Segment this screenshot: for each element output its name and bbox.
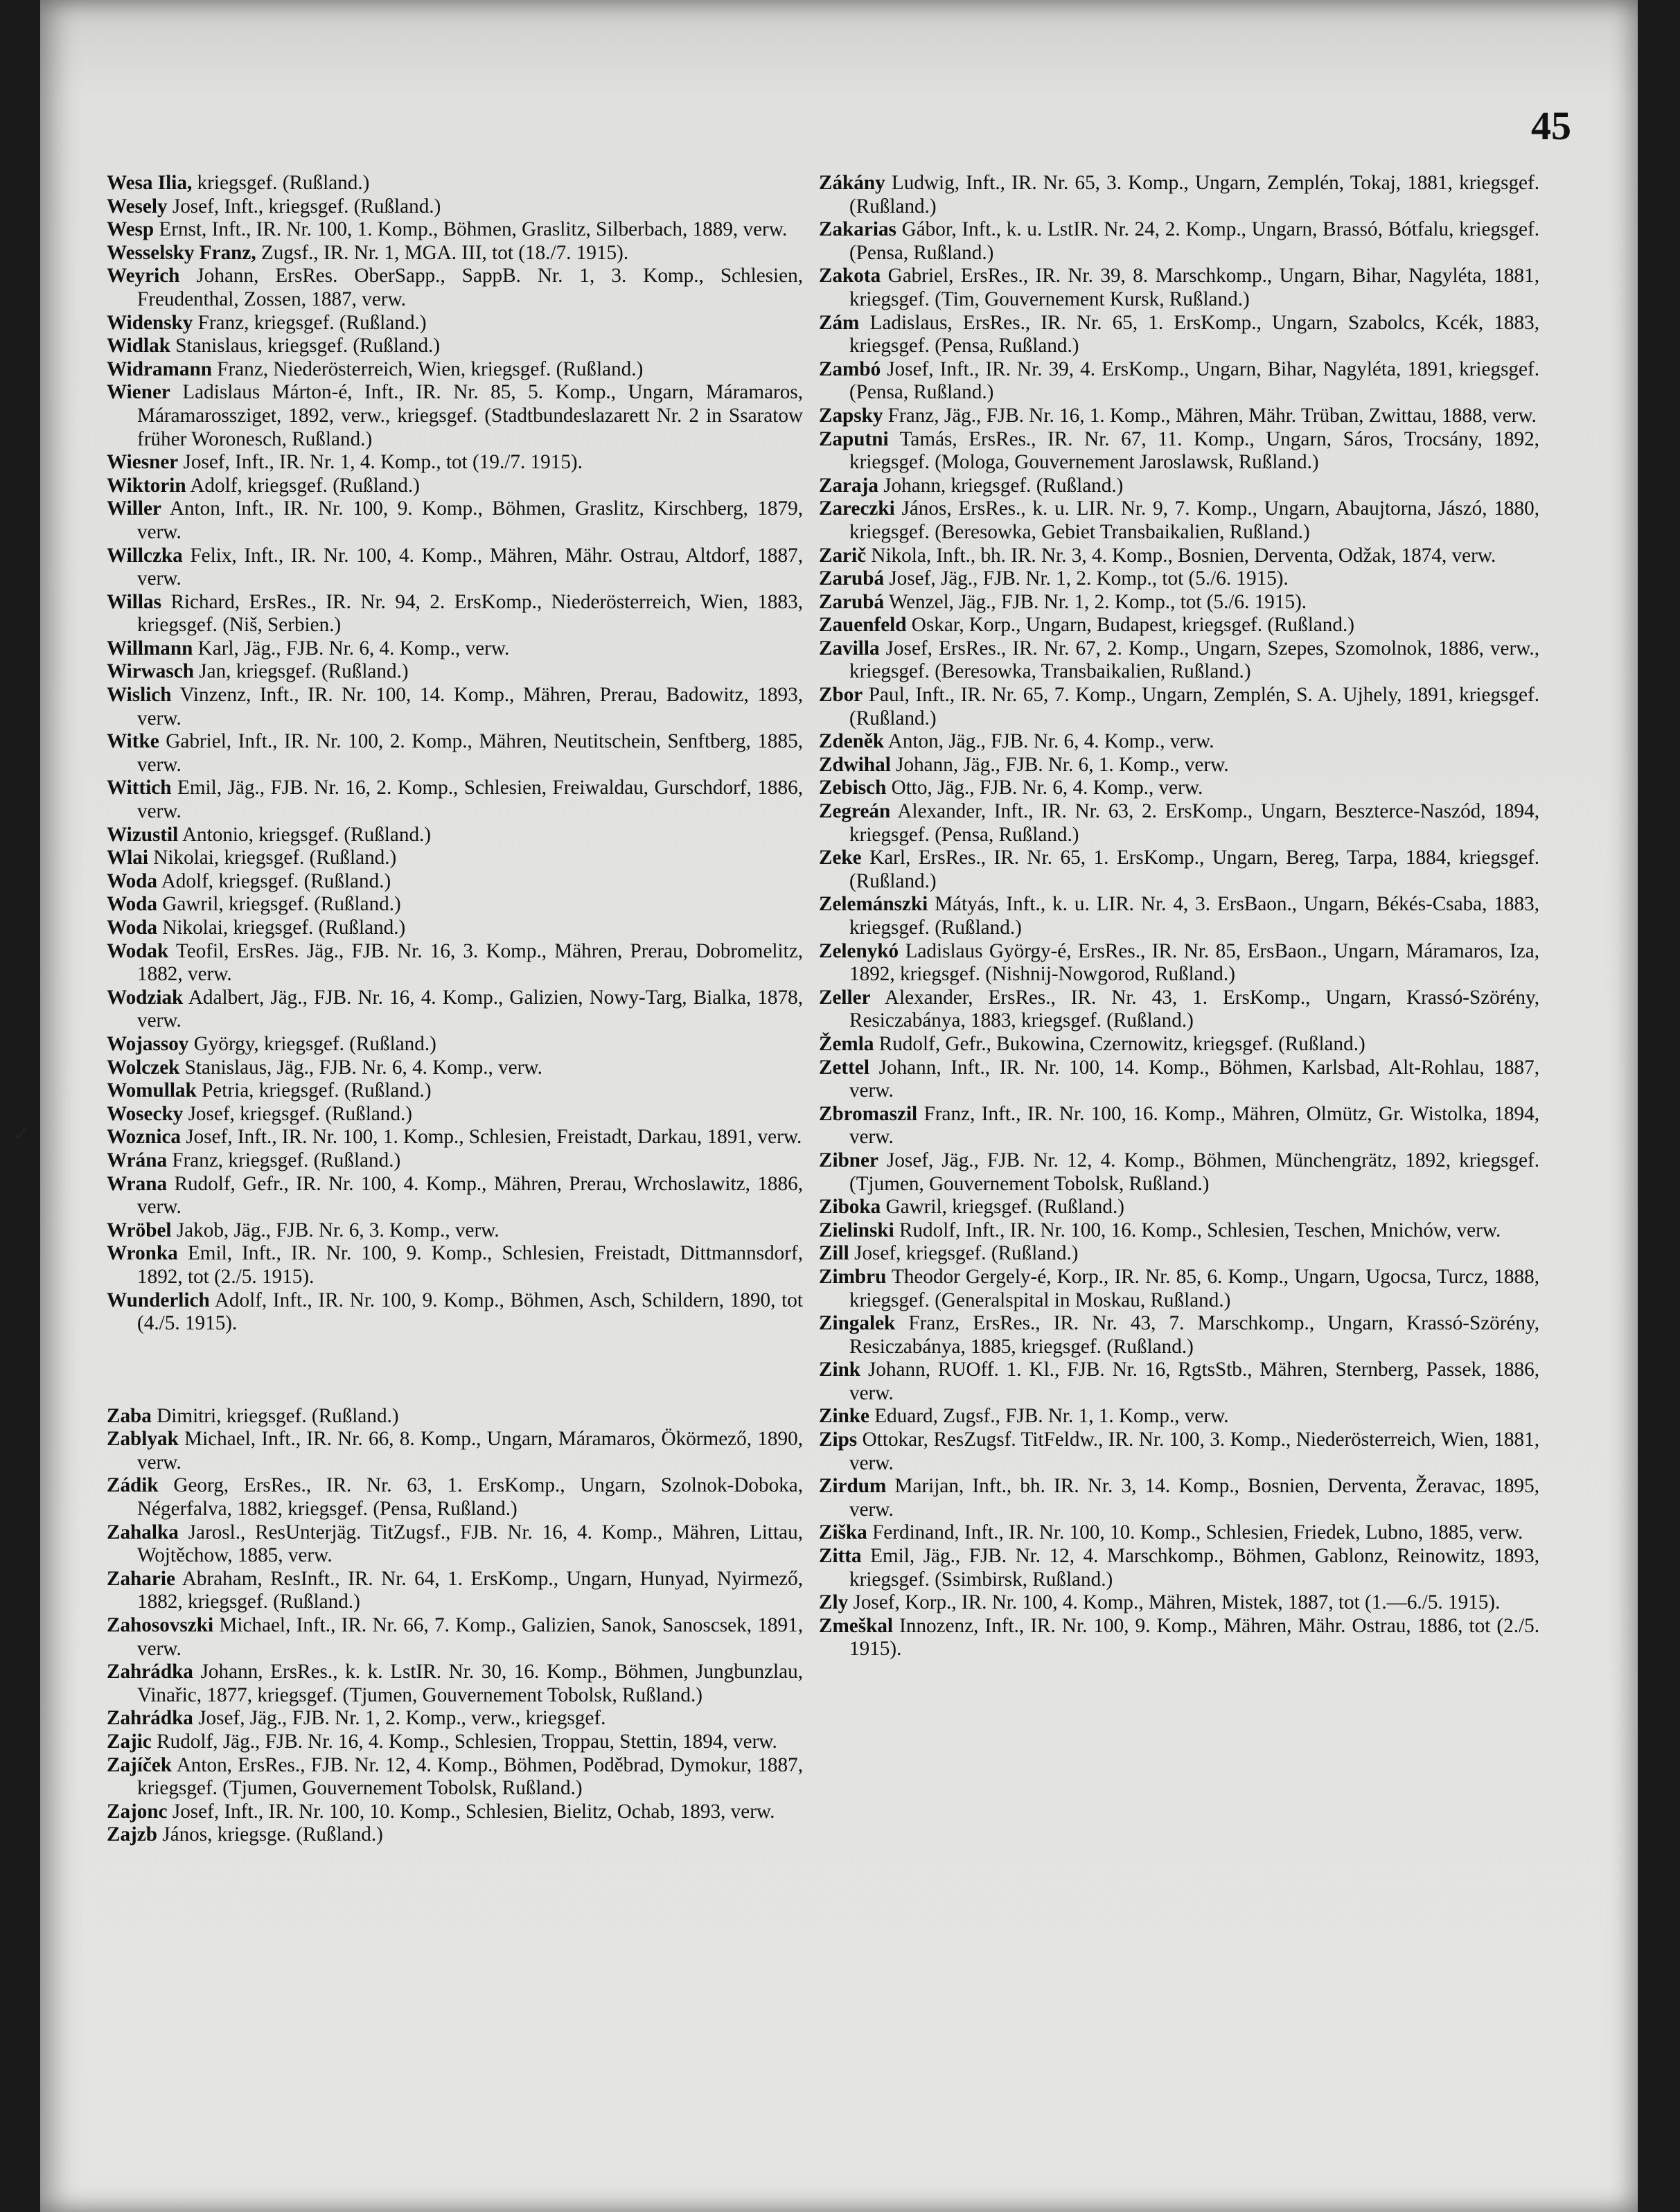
list-entry: [819, 218, 1539, 265]
list-entry: [107, 1707, 803, 1731]
entry-name: Willczka: [107, 544, 183, 567]
entry-text: Nikola, Inft., bh. IR. Nr. 3, 4. Komp., Bosnien, Derventa, Odžak, 1874, verw.: [871, 544, 1496, 567]
list-entry: [107, 312, 803, 335]
entry-name: Weyrich: [107, 265, 180, 287]
entry-name: Žemla: [819, 1032, 874, 1055]
list-entry: [107, 1474, 803, 1521]
entry-text: Ladislaus György-é, ErsRes., IR. Nr. 85, ErsBaon., Ungarn, Máramaros, Iza, 1892, kriegsgef. (Nishnij-Nowgorod, Rußland.): [849, 939, 1540, 986]
entry-text: Adolf, Inft., IR. Nr. 100, 9. Komp., Böhmen, Asch, Schildern, 1890, tot (4./5. 1915).: [137, 1289, 803, 1335]
list-entry: [819, 265, 1539, 311]
list-entry: [107, 218, 803, 242]
list-entry: [107, 1289, 803, 1336]
right-entries-list: [819, 172, 1539, 1661]
list-entry: [107, 1428, 803, 1474]
entry-name: Zarič: [819, 544, 867, 567]
entry-name: Zingalek: [819, 1312, 896, 1335]
entry-name: Zambó: [819, 357, 881, 380]
entry-text: Michael, Inft., IR. Nr. 66, 7. Komp., Galizien, Sanok, Sanoscsek, 1891, verw.: [137, 1614, 804, 1660]
page-number: 45: [1531, 103, 1571, 148]
entry-name: Zareczki: [819, 497, 895, 520]
entry-text: Michael, Inft., IR. Nr. 66, 8. Komp., Ungarn, Máramaros, Ökörmező, 1890, verw.: [137, 1428, 803, 1474]
entry-text: Franz, ErsRes., IR. Nr. 43, 7. Marschkomp., Ungarn, Krassó-Szörény, Resiczabánya, 1885, kriegsgef. (Rußland.): [849, 1312, 1540, 1358]
list-entry: [819, 1033, 1539, 1056]
entry-text: Rudolf, Inft., IR. Nr. 100, 16. Komp., Schlesien, Teschen, Mnichów, verw.: [899, 1219, 1501, 1241]
entry-text: Richard, ErsRes., IR. Nr. 94, 2. ErsKomp., Niederösterreich, Wien, 1883, kriegsgef. (Niš, Serbien.): [137, 590, 803, 637]
entry-name: Wiener: [107, 381, 170, 404]
entry-name: Wolczek: [107, 1056, 180, 1079]
entry-text: Josef, Inft., kriegsgef. (Rußland.): [172, 195, 441, 218]
list-entry: [107, 1405, 803, 1428]
entry-text: Eduard, Zugsf., FJB. Nr. 1, 1. Komp., verw.: [874, 1405, 1229, 1428]
entry-text: Jakob, Jäg., FJB. Nr. 6, 3. Komp., verw.: [176, 1219, 499, 1241]
entry-name: Widramann: [107, 357, 212, 380]
list-entry: [819, 1196, 1539, 1219]
entry-text: Dimitri, kriegsgef. (Rußland.): [157, 1404, 399, 1427]
list-entry: [819, 1615, 1539, 1661]
list-entry: [107, 1033, 803, 1056]
list-entry: [819, 358, 1539, 405]
entry-name: Zaraja: [819, 474, 878, 497]
entry-name: Zettel: [819, 1056, 869, 1079]
list-entry: [107, 986, 803, 1033]
list-entry: [107, 1173, 803, 1219]
entry-text: Abraham, ResInft., IR. Nr. 64, 1. ErsKomp., Ungarn, Hunyad, Nyirmező, 1882, kriegsgef. (Rußland.): [137, 1567, 804, 1613]
entry-text: Johann, ErsRes., k. k. LstIR. Nr. 30, 16. Komp., Böhmen, Jungbunzlau, Vinařic, 1877, kriegsgef. (Tjumen, Gouvernement Tobolsk, Rußland.): [137, 1661, 803, 1706]
list-entry: [107, 1823, 803, 1847]
entry-text: Karl, ErsRes., IR. Nr. 65, 1. ErsKomp., Ungarn, Bereg, Tarpa, 1884, kriegsgef. (Rußland.): [849, 847, 1540, 892]
entry-text: Johann, RUOff. 1. Kl., FJB. Nr. 16, RgtsStb., Mähren, Sternberg, Passek, 1886, verw.: [849, 1359, 1540, 1404]
list-entry: [107, 451, 803, 475]
section-gap: [107, 1336, 803, 1405]
list-entry: [107, 847, 803, 870]
w-entries-list: [107, 172, 803, 1336]
list-entry: [107, 545, 803, 591]
entry-text: Zugsf., IR. Nr. 1, MGA. III, tot (18./7. 1915).: [260, 241, 629, 264]
list-entry: [819, 545, 1539, 568]
entry-name: Zákány: [819, 172, 885, 194]
entry-text: Alexander, ErsRes., IR. Nr. 43, 1. ErsKomp., Ungarn, Krassó-Szörény, Resiczabánya, 1883, kriegsgef. (Rußland.): [849, 986, 1540, 1032]
entry-name: Zimbru: [819, 1265, 887, 1288]
list-entry: [819, 1056, 1539, 1103]
entry-name: Zbromaszil: [819, 1102, 918, 1125]
entry-text: Franz, kriegsgef. (Rußland.): [197, 311, 427, 334]
entry-name: Wittich: [107, 777, 172, 799]
list-entry: [819, 497, 1539, 544]
entry-text: Johann, ErsRes. OberSapp., SappB. Nr. 1, 3. Komp., Schlesien, Freudenthal, Zossen, 1887, verw.: [137, 265, 804, 310]
list-entry: [107, 1568, 803, 1614]
entry-text: Josef, Inft., IR. Nr. 100, 1. Komp., Schlesien, Freistadt, Darkau, 1891, verw.: [186, 1126, 802, 1149]
entry-text: Gawril, kriegsgef. (Rußland.): [162, 893, 401, 916]
entry-name: Wröbel: [107, 1219, 172, 1241]
entry-name: Zahrádka: [107, 1707, 193, 1730]
entry-name: Wesely: [107, 195, 168, 218]
entry-text: Rudolf, Jäg., FJB. Nr. 16, 4. Komp., Schlesien, Troppau, Stettin, 1894, verw.: [157, 1731, 777, 1753]
entry-text: Franz, Niederösterreich, Wien, kriegsgef. (Rußland.): [217, 357, 644, 380]
entry-text: Franz, Inft., IR. Nr. 100, 16. Komp., Mähren, Olmütz, Gr. Wistolka, 1894, verw.: [849, 1102, 1539, 1149]
entry-name: Zádik: [107, 1474, 159, 1497]
entry-text: Josef, Inft., IR. Nr. 1, 4. Komp., tot (19./7. 1915).: [183, 451, 583, 474]
list-entry: [107, 1754, 803, 1800]
entry-text: Anton, ErsRes., FJB. Nr. 12, 4. Komp., Böhmen, Poděbrad, Dymokur, 1887, kriegsgef. (Tjumen, Gouvernement Tobolsk, Rußland.): [137, 1753, 803, 1800]
list-entry: [107, 1126, 803, 1149]
margin-mark: ✓: [12, 1123, 30, 1146]
list-entry: [819, 172, 1539, 218]
entry-name: Zarubá: [819, 590, 885, 613]
entry-text: Ladislaus Márton-é, Inft., IR. Nr. 85, 5. Komp., Ungarn, Máramaros, Máramarossziget, 1892, verw., kriegsgef. (Stadtbundeslazarett Nr. 2 in Ssaratow früher Woronesch, Rußland.): [137, 381, 803, 450]
list-entry: [107, 660, 803, 684]
entry-name: Wronka: [107, 1242, 178, 1265]
list-entry: [819, 614, 1539, 637]
list-entry: [819, 1266, 1539, 1312]
list-entry: [819, 754, 1539, 777]
entry-text: Rudolf, Gefr., Bukowina, Czernowitz, kriegsgef. (Rußland.): [878, 1032, 1365, 1055]
entry-name: Wesselsky Franz,: [107, 241, 256, 264]
entry-text: Adolf, kriegsgef. (Rußland.): [190, 474, 420, 497]
entry-name: Zaba: [107, 1404, 152, 1427]
entry-name: Wodak: [107, 939, 169, 962]
entry-name: Zelenykó: [819, 939, 899, 962]
entry-name: Zitta: [819, 1545, 862, 1568]
list-entry: [819, 312, 1539, 358]
entry-text: Felix, Inft., IR. Nr. 100, 4. Komp., Mähren, Mähr. Ostrau, Altdorf, 1887, verw.: [137, 544, 803, 590]
entry-name: Zmeškal: [819, 1614, 894, 1637]
list-entry: [819, 567, 1539, 591]
entry-text: Gabriel, Inft., IR. Nr. 100, 2. Komp., Mähren, Neutitschein, Senftberg, 1885, verw.: [137, 730, 803, 776]
entry-name: Zly: [819, 1591, 849, 1614]
entry-text: Josef, ErsRes., IR. Nr. 67, 2. Komp., Ungarn, Szepes, Szomolnok, 1886, verw., kriegsgef. (Beresowka, Transbaikalien, Rußland.): [849, 637, 1540, 683]
entry-name: Ziška: [819, 1521, 867, 1544]
entry-name: Zablyak: [107, 1428, 179, 1451]
entry-name: Woda: [107, 869, 157, 892]
list-entry: [107, 475, 803, 498]
list-entry: [819, 1521, 1539, 1545]
list-entry: [819, 730, 1539, 754]
entry-text: Josef, Jäg., FJB. Nr. 12, 4. Komp., Böhmen, Münchengrätz, 1892, kriegsgef. (Tjumen, Gouvernement Tobolsk, Rußland.): [849, 1149, 1539, 1195]
entry-name: Wizustil: [107, 823, 179, 846]
entry-name: Wiktorin: [107, 474, 186, 497]
list-entry: [107, 1056, 803, 1080]
list-entry: [819, 405, 1539, 428]
list-entry: [819, 1103, 1539, 1149]
entry-text: Franz, kriegsgef. (Rußland.): [172, 1149, 401, 1171]
entry-text: Josef, Jäg., FJB. Nr. 1, 2. Komp., tot (5./6. 1915).: [889, 567, 1289, 590]
right-column: [819, 172, 1539, 1661]
entry-text: Paul, Inft., IR. Nr. 65, 7. Komp., Ungarn, Zemplén, S. A. Ujhely, 1891, kriegsgef. (Rußland.): [849, 684, 1539, 729]
entry-text: Josef, Korp., IR. Nr. 100, 4. Komp., Mähren, Mistek, 1887, tot (1.—6./5. 1915).: [853, 1591, 1501, 1614]
entry-text: Josef, kriegsgef. (Rußland.): [188, 1102, 412, 1125]
list-entry: [107, 730, 803, 777]
list-entry: [107, 637, 803, 661]
entry-name: Wiesner: [107, 451, 179, 474]
entry-text: Jarosl., ResUnterjäg. TitZugsf., FJB. Nr. 16, 4. Komp., Mähren, Littau, Wojtěchow, 1885, verw.: [137, 1521, 803, 1567]
entry-name: Zebisch: [819, 777, 887, 799]
list-entry: [819, 847, 1539, 893]
list-entry: [107, 1149, 803, 1173]
list-entry: [107, 242, 803, 265]
entry-text: Georg, ErsRes., IR. Nr. 63, 1. ErsKomp., Ungarn, Szolnok-Doboka, Négerfalva, 1882, kriegsgef. (Pensa, Rußland.): [137, 1474, 804, 1521]
list-entry: [819, 800, 1539, 847]
entry-text: Gawril, kriegsgef. (Rußland.): [885, 1196, 1125, 1219]
list-entry: [107, 1103, 803, 1126]
list-entry: [819, 475, 1539, 498]
entry-name: Willer: [107, 497, 161, 520]
entry-text: Josef, Inft., IR. Nr. 100, 10. Komp., Schlesien, Bielitz, Ochab, 1893, verw.: [172, 1800, 775, 1823]
entry-text: Otto, Jäg., FJB. Nr. 6, 4. Komp., verw.: [891, 777, 1203, 799]
list-entry: [107, 1614, 803, 1661]
entry-text: Antonio, kriegsgef. (Rußland.): [182, 823, 432, 846]
list-entry: [819, 986, 1539, 1033]
entry-text: Theodor Gergely-é, Korp., IR. Nr. 85, 6. Komp., Ungarn, Ugocsa, Turcz, 1888, kriegsgef. (Generalspital in Moskau, Rußland.): [849, 1265, 1539, 1311]
entry-name: Zegreán: [819, 800, 891, 823]
entry-name: Woda: [107, 893, 157, 916]
entry-name: Willas: [107, 590, 161, 613]
list-entry: [107, 777, 803, 823]
entry-text: Marijan, Inft., bh. IR. Nr. 3, 14. Komp., Bosnien, Derventa, Žeravac, 1895, verw.: [849, 1475, 1539, 1521]
list-entry: [819, 684, 1539, 730]
entry-text: Emil, Jäg., FJB. Nr. 12, 4. Marschkomp., Böhmen, Gablonz, Reinowitz, 1893, kriegsgef. (Ssimbirsk, Rußland.): [849, 1545, 1539, 1591]
entry-name: Widlak: [107, 335, 170, 357]
entry-name: Zeke: [819, 847, 862, 869]
entry-name: Wrána: [107, 1149, 168, 1171]
list-entry: [107, 684, 803, 730]
entry-name: Wesa Ilia,: [107, 172, 193, 194]
list-entry: [819, 1591, 1539, 1615]
entry-name: Wunderlich: [107, 1289, 210, 1311]
entry-name: Zibner: [819, 1149, 878, 1171]
entry-name: Zeller: [819, 986, 871, 1009]
entry-name: Zirdum: [819, 1475, 887, 1498]
entry-text: Franz, Jäg., FJB. Nr. 16, 1. Komp., Mähren, Mähr. Trüban, Zwittau, 1888, verw.: [887, 404, 1537, 427]
list-entry: [819, 1405, 1539, 1428]
list-entry: [819, 1545, 1539, 1591]
list-entry: [819, 637, 1539, 684]
entry-name: Zaputni: [819, 427, 889, 450]
entry-text: Josef, Jäg., FJB. Nr. 1, 2. Komp., verw., kriegsgef.: [198, 1707, 606, 1730]
entry-text: Josef, Inft., IR. Nr. 39, 4. ErsKomp., Ungarn, Bihar, Nagyléta, 1891, kriegsgef. (Pensa, Rußland.): [849, 357, 1539, 404]
list-entry: [107, 917, 803, 940]
entry-text: György, kriegsgef. (Rußland.): [193, 1032, 436, 1055]
entry-name: Willmann: [107, 637, 193, 660]
list-entry: [107, 870, 803, 894]
entry-name: Ziboka: [819, 1196, 881, 1219]
list-entry: [107, 381, 803, 451]
entry-name: Woznica: [107, 1126, 182, 1149]
entry-text: Anton, Jäg., FJB. Nr. 6, 4. Komp., verw.: [887, 730, 1214, 753]
list-entry: [819, 777, 1539, 800]
list-entry: [819, 1312, 1539, 1359]
entry-text: Nikolai, kriegsgef. (Rußland.): [153, 847, 397, 869]
entry-name: Wodziak: [107, 986, 184, 1009]
entry-name: Zapsky: [819, 404, 883, 427]
entry-name: Zdeněk: [819, 730, 885, 753]
entry-text: Rudolf, Gefr., IR. Nr. 100, 4. Komp., Mähren, Prerau, Wrchoslawitz, 1886, verw.: [137, 1172, 803, 1219]
list-entry: [107, 195, 803, 219]
list-entry: [107, 172, 803, 195]
entry-name: Zelemánszki: [819, 893, 928, 916]
entry-text: Tamás, ErsRes., IR. Nr. 67, 11. Komp., Ungarn, Sáros, Trocsány, 1892, kriegsgef. (Mologa, Gouvernement Jaroslawsk, Rußland.): [849, 427, 1539, 474]
entry-text: Ottokar, ResZugsf. TitFeldw., IR. Nr. 100, 3. Komp., Niederösterreich, Wien, 1881, verw.: [849, 1428, 1540, 1474]
entry-text: Teofil, ErsRes. Jäg., FJB. Nr. 16, 3. Komp., Mähren, Prerau, Dobromelitz, 1882, verw.: [137, 939, 803, 986]
entry-text: János, kriegsge. (Rußland.): [162, 1823, 383, 1846]
entry-name: Zdwihal: [819, 753, 891, 776]
entry-name: Zips: [819, 1428, 858, 1451]
entry-text: Emil, Inft., IR. Nr. 100, 9. Komp., Schlesien, Freistadt, Dittmannsdorf, 1892, tot (2./5. 1915).: [137, 1242, 803, 1288]
entry-name: Zinke: [819, 1405, 869, 1428]
entry-text: Ladislaus, ErsRes., IR. Nr. 65, 1. ErsKomp., Ungarn, Szabolcs, Kcék, 1883, kriegsgef. (Pensa, Rußland.): [849, 311, 1540, 357]
list-entry: [107, 1079, 803, 1103]
list-entry: [819, 1242, 1539, 1266]
entry-text: Nikolai, kriegsgef. (Rußland.): [162, 917, 406, 939]
entry-text: Stanislaus, kriegsgef. (Rußland.): [175, 335, 441, 357]
entry-name: Wesp: [107, 218, 154, 241]
list-entry: [107, 265, 803, 311]
entry-text: Johann, kriegsgef. (Rußland.): [883, 474, 1124, 497]
entry-text: János, ErsRes., k. u. LIR. Nr. 9, 7. Komp., Ungarn, Abaujtorna, Jászó, 1880, kriegsgef. (Beresowka, Gebiet Transbaikalien, Rußland.): [849, 497, 1539, 543]
entry-text: Innozenz, Inft., IR. Nr. 100, 9. Komp., Mähren, Mähr. Ostrau, 1886, tot (2./5. 1915).: [849, 1614, 1540, 1661]
list-entry: [107, 1219, 803, 1243]
entry-text: kriegsgef. (Rußland.): [197, 172, 370, 194]
entry-text: Oskar, Korp., Ungarn, Budapest, kriegsgef. (Rußland.): [911, 614, 1354, 637]
list-entry: [107, 893, 803, 917]
list-entry: [107, 358, 803, 382]
entry-name: Zajonc: [107, 1800, 168, 1823]
entry-name: Wrana: [107, 1172, 168, 1195]
entry-text: Anton, Inft., IR. Nr. 100, 9. Komp., Böhmen, Graslitz, Kirschberg, 1879, verw.: [137, 497, 803, 543]
entry-text: Josef, kriegsgef. (Rußland.): [854, 1242, 1079, 1265]
list-entry: [819, 591, 1539, 614]
entry-text: Adolf, kriegsgef. (Rußland.): [161, 869, 391, 892]
entry-name: Zielinski: [819, 1219, 894, 1241]
entry-text: Mátyás, Inft., k. u. LIR. Nr. 4, 3. ErsBaon., Ungarn, Békés-Csaba, 1883, kriegsgef. (Rußland.): [849, 893, 1540, 939]
list-entry: [107, 1800, 803, 1824]
entry-name: Widensky: [107, 311, 193, 334]
entry-name: Zahalka: [107, 1521, 179, 1543]
list-entry: [107, 335, 803, 358]
list-entry: [107, 1731, 803, 1754]
entry-name: Wirwasch: [107, 660, 194, 683]
entry-name: Zám: [819, 311, 860, 334]
entry-name: Witke: [107, 730, 159, 753]
list-entry: [819, 1149, 1539, 1196]
list-entry: [107, 824, 803, 847]
list-entry: [107, 591, 803, 637]
list-entry: [107, 1521, 803, 1568]
entry-name: Zajic: [107, 1731, 152, 1753]
list-entry: [819, 1428, 1539, 1475]
list-entry: [107, 1242, 803, 1289]
entry-text: Petria, kriegsgef. (Rußland.): [202, 1079, 432, 1102]
entry-name: Zill: [819, 1242, 849, 1265]
entry-name: Zbor: [819, 684, 863, 707]
entry-name: Zavilla: [819, 637, 880, 660]
entry-name: Zarubá: [819, 567, 885, 590]
entry-text: Johann, Inft., IR. Nr. 100, 14. Komp., Böhmen, Karlsbad, Alt-Rohlau, 1887, verw.: [849, 1056, 1539, 1102]
entry-text: Stanislaus, Jäg., FJB. Nr. 6, 4. Komp., verw.: [184, 1056, 542, 1079]
entry-name: Womullak: [107, 1079, 197, 1102]
list-entry: [107, 940, 803, 986]
entry-name: Wislich: [107, 684, 172, 707]
entry-name: Zaharie: [107, 1567, 175, 1590]
entry-name: Zakarias: [819, 218, 896, 241]
list-entry: [819, 428, 1539, 475]
entry-name: Zajíček: [107, 1753, 173, 1776]
entry-text: Emil, Jäg., FJB. Nr. 16, 2. Komp., Schlesien, Freiwaldau, Gurschdorf, 1886, verw.: [137, 777, 803, 823]
entry-text: Adalbert, Jäg., FJB. Nr. 16, 4. Komp., Galizien, Nowy-Targ, Bialka, 1878, verw.: [137, 986, 804, 1032]
entry-text: Ludwig, Inft., IR. Nr. 65, 3. Komp., Ungarn, Zemplén, Tokaj, 1881, kriegsgef. (Rußland.): [849, 172, 1540, 218]
entry-text: Jan, kriegsgef. (Rußland.): [199, 660, 409, 683]
entry-text: Ernst, Inft., IR. Nr. 100, 1. Komp., Böhmen, Graslitz, Silberbach, 1889, verw.: [159, 218, 788, 241]
scanned-page: [12, 0, 1638, 2212]
entry-name: Zauenfeld: [819, 614, 907, 637]
entry-text: Wenzel, Jäg., FJB. Nr. 1, 2. Komp., tot (5./6. 1915).: [888, 590, 1307, 613]
left-column: [107, 172, 803, 1847]
entry-text: Vinzenz, Inft., IR. Nr. 100, 14. Komp., Mähren, Prerau, Badowitz, 1893, verw.: [137, 684, 803, 729]
z-entries-list: [107, 1405, 803, 1847]
list-entry: [819, 1219, 1539, 1243]
entry-name: Zakota: [819, 265, 881, 287]
list-entry: [819, 1359, 1539, 1405]
entry-text: Alexander, Inft., IR. Nr. 63, 2. ErsKomp., Ungarn, Beszterce-Naszód, 1894, kriegsgef. (Pensa, Rußland.): [849, 800, 1539, 846]
list-entry: [819, 1475, 1539, 1521]
entry-name: Zajzb: [107, 1823, 157, 1846]
entry-text: Gabriel, ErsRes., IR. Nr. 39, 8. Marschkomp., Ungarn, Bihar, Nagyléta, 1881, kriegsgef. (Tim, Gouvernement Kursk, Rußland.): [849, 265, 1539, 310]
entry-name: Wlai: [107, 847, 148, 869]
list-entry: [107, 497, 803, 544]
entry-name: Zink: [819, 1359, 861, 1381]
list-entry: [819, 940, 1539, 986]
entry-name: Wojassoy: [107, 1032, 189, 1055]
entry-text: Johann, Jäg., FJB. Nr. 6, 1. Komp., verw.: [896, 753, 1229, 776]
entry-text: Gábor, Inft., k. u. LstIR. Nr. 24, 2. Komp., Ungarn, Brassó, Bótfalu, kriegsgef. (Pensa, Rußland.): [849, 218, 1540, 264]
entry-text: Ferdinand, Inft., IR. Nr. 100, 10. Komp., Schlesien, Friedek, Lubno, 1885, verw.: [872, 1521, 1523, 1544]
entry-name: Woda: [107, 917, 157, 939]
entry-text: Karl, Jäg., FJB. Nr. 6, 4. Komp., verw.: [197, 637, 510, 660]
entry-name: Zahrádka: [107, 1661, 193, 1683]
entry-name: Zahosovszki: [107, 1614, 214, 1637]
list-entry: [819, 893, 1539, 939]
list-entry: [107, 1661, 803, 1707]
entry-name: Wosecky: [107, 1102, 184, 1125]
